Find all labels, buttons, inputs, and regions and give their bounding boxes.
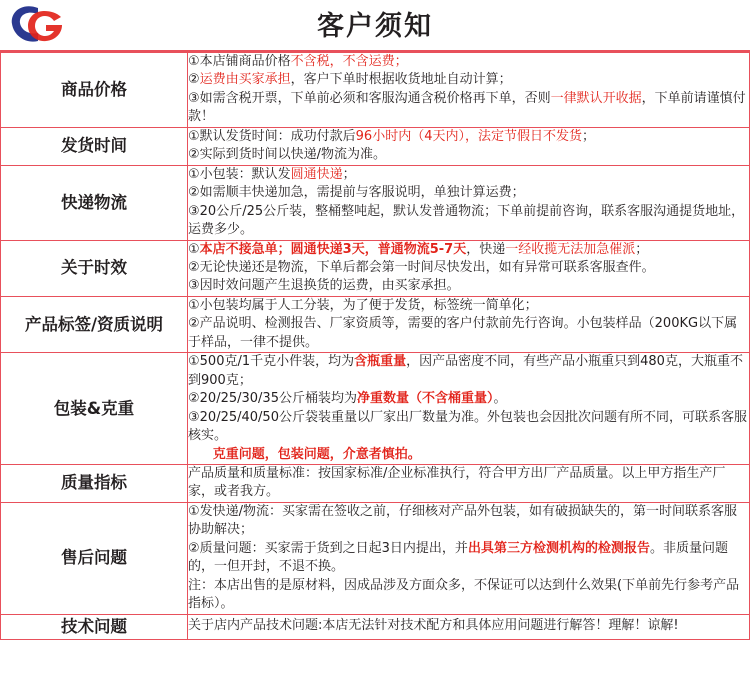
content-line (188, 315, 749, 352)
content-line (188, 617, 749, 635)
content-line (188, 71, 749, 89)
content-line (188, 540, 749, 577)
row-label: 关于时效 (1, 240, 188, 296)
content-line (188, 241, 749, 259)
table-row (1, 165, 750, 240)
content-text: 。 (493, 391, 507, 407)
row-label: 发货时间 (1, 127, 188, 165)
content-line (188, 409, 749, 446)
content-text: ②产品说明、检测报告、厂家资质等，需要的客户付款前先行咨询。小包装样品（200KG以下属于样品，一律不提供。 (188, 316, 738, 350)
table-row (1, 296, 750, 352)
content-text: ； (635, 241, 649, 257)
content-text: ①小包装：默认发 (188, 166, 291, 182)
content-text: ①默认发货时间：成功付款后 (188, 128, 356, 144)
row-label: 快递物流 (1, 165, 188, 240)
row-label: 包装&克重 (1, 353, 188, 465)
row-content (188, 165, 750, 240)
content-line (188, 259, 749, 277)
content-text: ①小包装均属于人工分装，为了便于发货，标签统一简单化； (188, 297, 538, 313)
content-text: ； (581, 128, 595, 144)
content-line (188, 465, 749, 502)
content-line (188, 297, 749, 315)
content-line (188, 53, 749, 71)
content-text: 一经收揽无法加急催派 (505, 241, 636, 257)
row-content (188, 127, 750, 165)
content-text: ②质量问题：买家需于货到之日起3日内提出，并 (188, 540, 468, 556)
content-text: 注：本店出售的是原材料，因成品涉及方面众多，不保证可以达到什么效果(下单前先行参考产品指标）。 (188, 577, 740, 612)
row-label: 售后问题 (1, 502, 188, 614)
content-text: 净重数量（不含桶重量） (356, 391, 494, 407)
content-text: ，因产品密度不同，有些产品小瓶重只到480克，大瓶重不到900克； (188, 354, 743, 388)
notice-table (0, 52, 750, 640)
row-content (188, 353, 750, 465)
content-line (188, 203, 749, 240)
content-text: 出具第三方检测机构的检测报告 (467, 540, 650, 556)
content-text: 产品质量和质量标准：按国家标准/企业标准执行，符合甲方出厂产品质量。以上甲方指生产厂家，或者我方。 (188, 465, 726, 500)
content-line (188, 277, 749, 295)
row-label: 商品价格 (1, 53, 188, 128)
notice-table-body (1, 53, 750, 640)
table-row (1, 53, 750, 128)
content-text: ③20/25/40/50公斤袋装重量以厂家出厂数量为准。外包装也会因批次问题有所不同，可联系客服核实。 (188, 409, 747, 444)
content-text: ③如需含税开票，下单前必须和客服沟通含税价格再下单，否则 (188, 90, 551, 106)
content-text: ②如需顺丰快递加急，需提前与客服说明，单独计算运费； (188, 185, 525, 201)
row-content (188, 464, 750, 502)
content-text: ； (342, 166, 356, 182)
row-label: 质量指标 (1, 464, 188, 502)
row-label: 技术问题 (1, 614, 188, 639)
content-text: ② (188, 72, 200, 88)
content-text: ①发快递/物流：买家需在签收之前，仔细核对产品外包装，如有破损缺失的，第一时间联系客服协助解决； (188, 503, 738, 538)
content-line (188, 503, 749, 540)
content-text: 96小时内（4天内），法定节假日不发货 (355, 128, 582, 144)
content-line (188, 90, 749, 127)
content-text: 克重问题，包装问题，介意者慎拍。 (212, 446, 421, 462)
content-line (188, 446, 749, 464)
content-line (188, 353, 749, 390)
table-row (1, 240, 750, 296)
content-line (188, 146, 749, 164)
content-text: ②实际到货时间以快递/物流为准。 (188, 147, 387, 163)
content-line (188, 390, 749, 408)
content-text: ②无论快递还是物流，下单后都会第一时间尽快发出，如有异常可联系客服查件。 (188, 259, 655, 275)
content-text: 圆通快递 (290, 166, 343, 182)
page-header (0, 0, 750, 52)
row-label: 产品标签/资质说明 (1, 296, 188, 352)
page-title: 客户须知 (317, 11, 433, 42)
content-text: 关于店内产品技术问题:本店无法针对技术配方和具体应用问题进行解答！理解！谅解! (188, 618, 679, 634)
content-text: ③20公斤/25公斤装，整桶整吨起，默认发普通物流；下单前提前咨询，联系客服沟通提货地址，运费多少。 (188, 203, 745, 238)
content-text: ①500克/1千克小件装，均为 (188, 354, 355, 370)
content-text: 含瓶重量 (354, 354, 407, 370)
content-text: ，客户下单时根据收货地址自动计算； (290, 72, 512, 88)
content-line (188, 166, 749, 184)
table-row (1, 127, 750, 165)
row-content (188, 614, 750, 639)
content-line (188, 577, 749, 614)
content-text: ①本店铺商品价格 (188, 54, 291, 69)
row-content (188, 502, 750, 614)
content-line (188, 184, 749, 202)
content-text: 一律默认开收据 (550, 90, 642, 106)
content-text: 。非质量问题的，一但开封，不退不换。 (188, 540, 728, 575)
table-row (1, 502, 750, 614)
content-line (188, 128, 749, 146)
content-text: 本店不接急单；圆通快递3天，普通物流5-7天 (199, 241, 467, 257)
table-row (1, 614, 750, 639)
content-text: ，下单前请谨慎付款！ (188, 90, 746, 125)
content-text: ① (188, 241, 200, 257)
table-row (1, 353, 750, 465)
content-text: ，快递 (466, 241, 506, 257)
content-text: ②20/25/30/35公斤桶装均为 (188, 391, 357, 407)
row-content (188, 296, 750, 352)
row-content (188, 240, 750, 296)
row-content (188, 53, 750, 128)
content-text: 不含税，不含运费； (290, 54, 408, 69)
content-text: 运费由买家承担 (199, 72, 291, 88)
table-row (1, 464, 750, 502)
content-text: ③因时效问题产生退换货的运费，由买家承担。 (188, 278, 460, 294)
